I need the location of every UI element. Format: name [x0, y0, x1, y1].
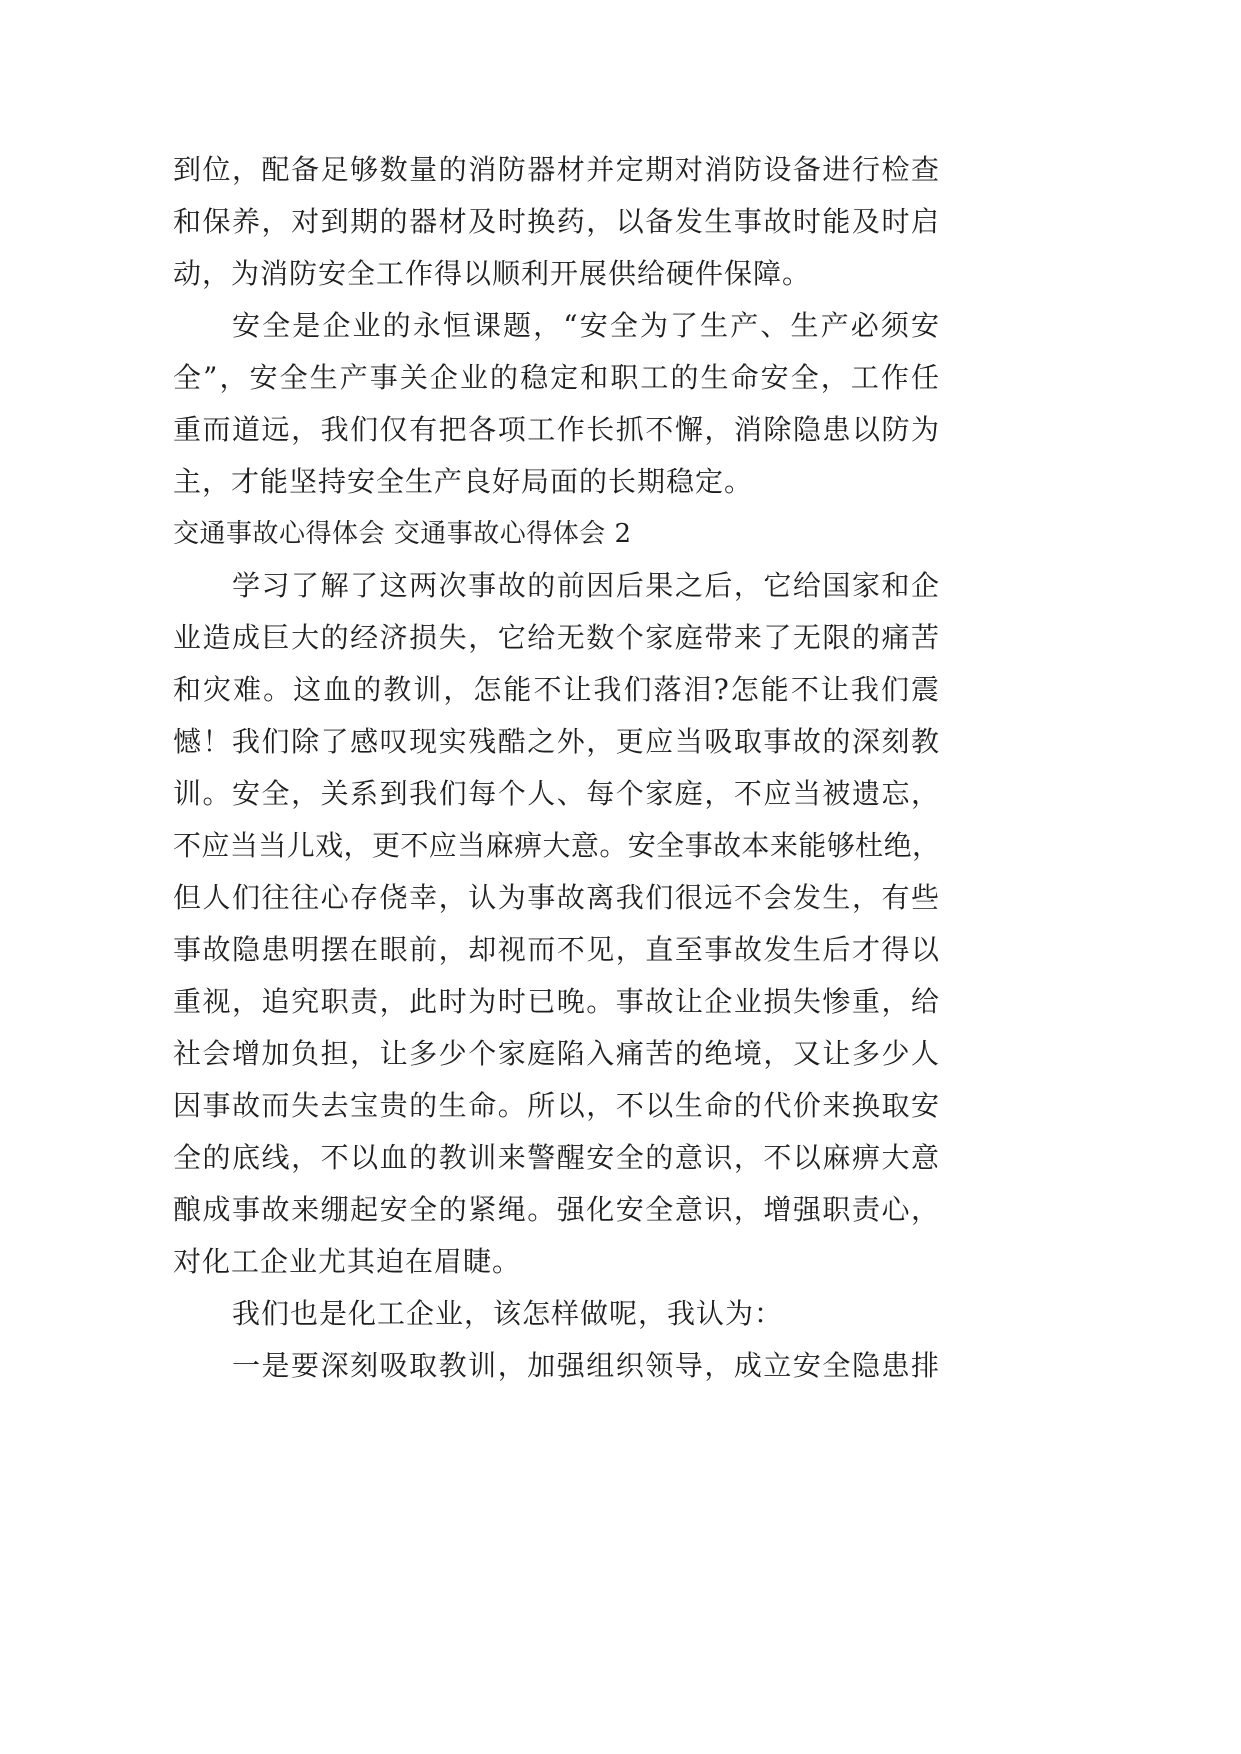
paragraph	[173, 560, 940, 1288]
text-line: 和保养，对到期的器材及时换药，以备发生事故时能及时启	[173, 205, 940, 238]
paragraph	[173, 144, 940, 300]
text-line: 和灾难。这血的教训，怎能不让我们落泪?怎能不让我们震	[173, 673, 940, 706]
text-line: 因事故而失去宝贵的生命。所以，不以生命的代价来换取安	[173, 1089, 940, 1122]
text-line: 社会增加负担，让多少个家庭陷入痛苦的绝境，又让多少人	[173, 1037, 940, 1070]
text-line: 酿成事故来绷起安全的紧绳。强化安全意识，增强职责心，	[173, 1193, 940, 1226]
text-line: 到位，配备足够数量的消防器材并定期对消防设备进行检查	[173, 153, 940, 186]
text-line: 重视，追究职责，此时为时已晚。事故让企业损失惨重，给	[173, 985, 940, 1018]
text-line: 我们也是化工企业，该怎样做呢，我认为：	[232, 1297, 784, 1330]
text-line: 但人们往往心存侥幸，认为事故离我们很远不会发生，有些	[173, 881, 940, 914]
text-line: 重而道远，我们仅有把各项工作长抓不懈，消除隐患以防为	[173, 413, 940, 446]
text-line: 不应当当儿戏，更不应当麻痹大意。安全事故本来能够杜绝，	[173, 829, 940, 862]
text-line: 一是要深刻吸取教训，加强组织领导，成立安全隐患排	[232, 1349, 940, 1382]
text-line: 事故隐患明摆在眼前，却视而不见，直至事故发生后才得以	[173, 933, 940, 966]
text-line: 全”，安全生产事关企业的稳定和职工的生命安全，工作任	[173, 361, 940, 394]
paragraph	[173, 1340, 940, 1392]
document-page	[173, 144, 940, 1392]
text-line: 业造成巨大的经济损失，它给无数个家庭带来了无限的痛苦	[173, 621, 940, 654]
text-line: 训。安全，关系到我们每个人、每个家庭，不应当被遗忘，	[173, 777, 940, 810]
text-line: 安全是企业的永恒课题，“安全为了生产、生产必须安	[232, 309, 940, 342]
text-line: 主，才能坚持安全生产良好局面的长期稳定。	[173, 465, 754, 498]
text-line: 憾！我们除了感叹现实残酷之外，更应当吸取事故的深刻教	[173, 725, 940, 758]
paragraph	[173, 1288, 940, 1340]
text-line: 学习了解了这两次事故的前因后果之后，它给国家和企	[232, 569, 940, 602]
section-heading: 交通事故心得体会 交通事故心得体会 2	[173, 519, 632, 549]
paragraph	[173, 300, 940, 508]
text-line: 动，为消防安全工作得以顺利开展供给硬件保障。	[173, 257, 812, 290]
text-line: 对化工企业尤其迫在眉睫。	[173, 1245, 522, 1278]
text-line: 全的底线，不以血的教训来警醒安全的意识，不以麻痹大意	[173, 1141, 940, 1174]
